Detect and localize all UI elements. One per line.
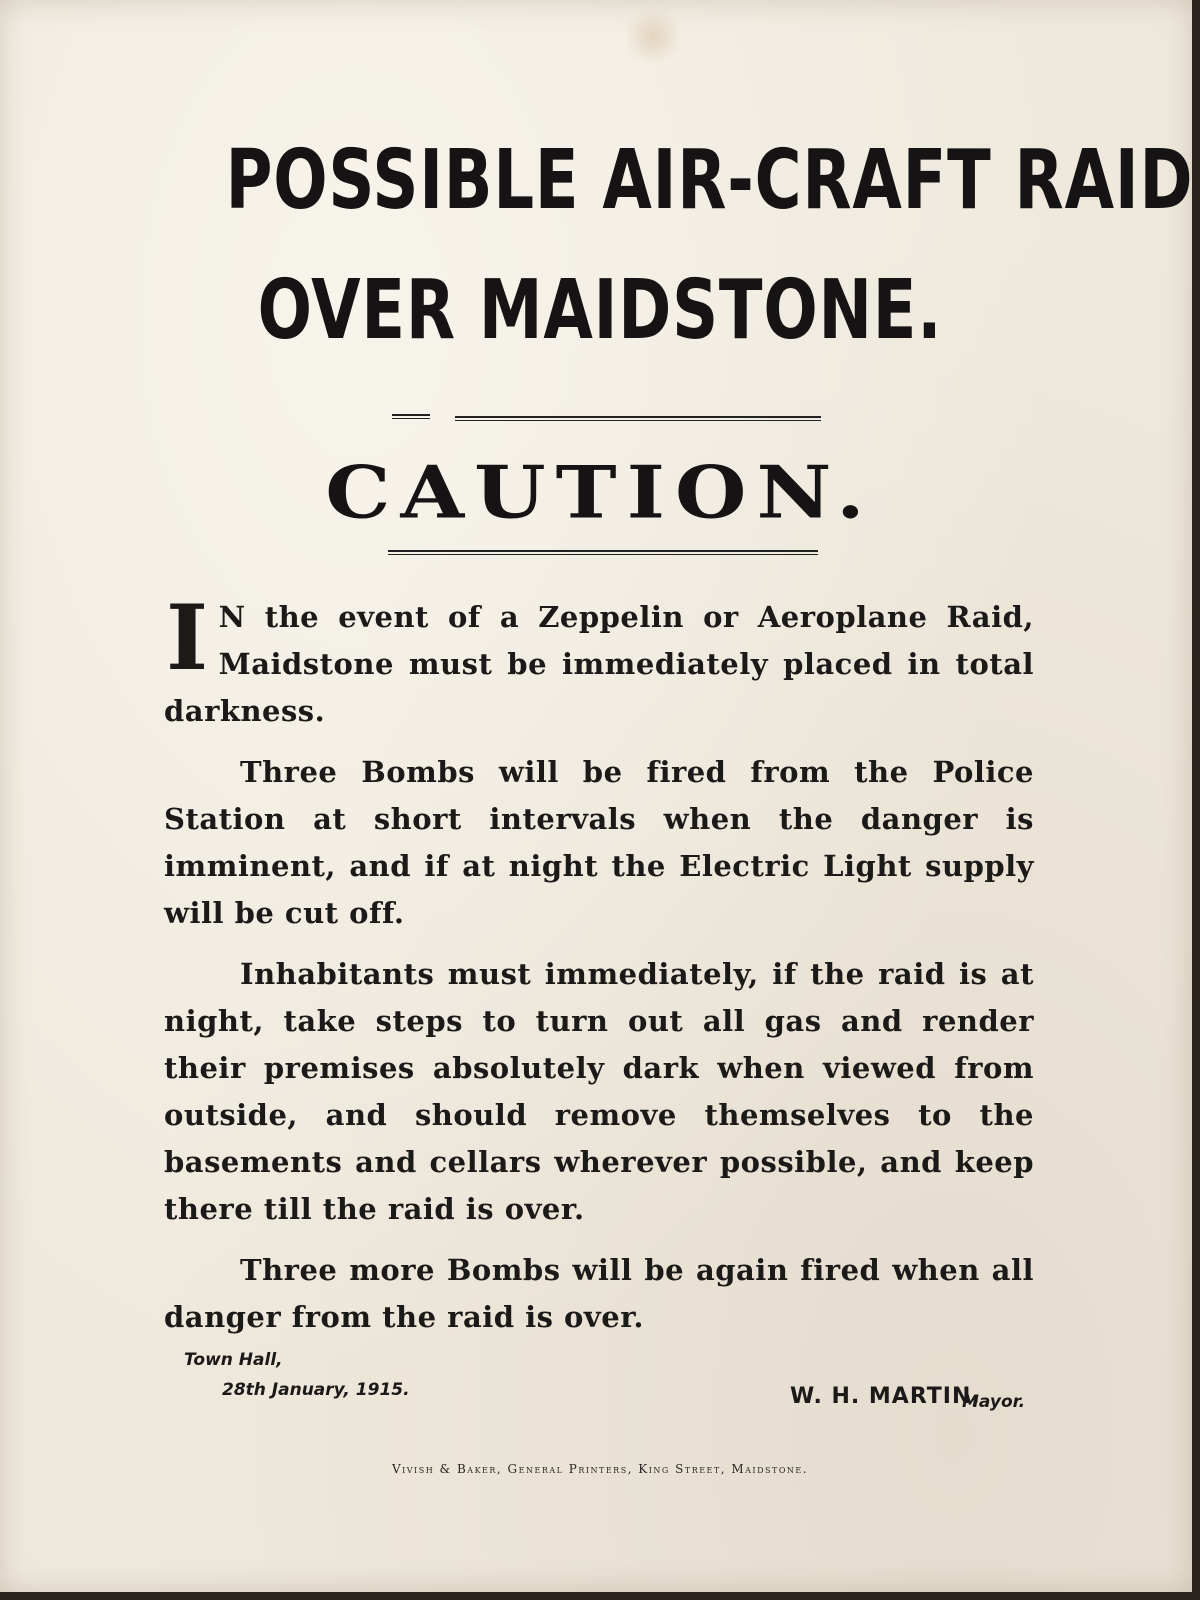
upper-rule-short xyxy=(392,414,430,419)
caution-heading: CAUTION. xyxy=(325,450,875,536)
notice-body xyxy=(164,585,1034,1355)
upper-rule-long xyxy=(455,416,821,421)
signature-name: W. H. MARTIN, xyxy=(790,1384,981,1409)
paragraph-1-text: N the event of a Zeppelin or Aeroplane Raid, Maidstone must be immediately placed in total darkness. xyxy=(164,600,1034,728)
paragraph-4: Three more Bombs will be again fired when all danger from the raid is over. xyxy=(164,1253,1034,1334)
signature-place: Town Hall, xyxy=(184,1350,283,1370)
headline-line-1: POSSIBLE AIR-CRAFT RAID xyxy=(225,133,1194,228)
signature-date: 28th January, 1915. xyxy=(222,1380,410,1400)
paper-stain xyxy=(622,8,684,64)
paragraph-3: Inhabitants must immediately, if the raid is at night, take steps to turn out all gas and render their premises absolutely dark when viewed from outside, and should remove themselves to the basements and cellars wherever possible, and keep there till the raid is over. xyxy=(164,957,1034,1226)
printer-imprint: Vivish & Baker, General Printers, King Street, Maidstone. xyxy=(391,1462,809,1476)
paragraph-1 xyxy=(164,585,1034,735)
paragraph-2: Three Bombs will be fired from the Police Station at short intervals when the danger is imminent, and if at night the Electric Light supply will be cut off. xyxy=(164,755,1034,930)
lower-rule xyxy=(388,550,818,555)
headline-line-2: OVER MAIDSTONE. xyxy=(257,263,943,358)
drop-cap: I xyxy=(166,585,209,691)
signature-title: Mayor. xyxy=(962,1392,1026,1412)
